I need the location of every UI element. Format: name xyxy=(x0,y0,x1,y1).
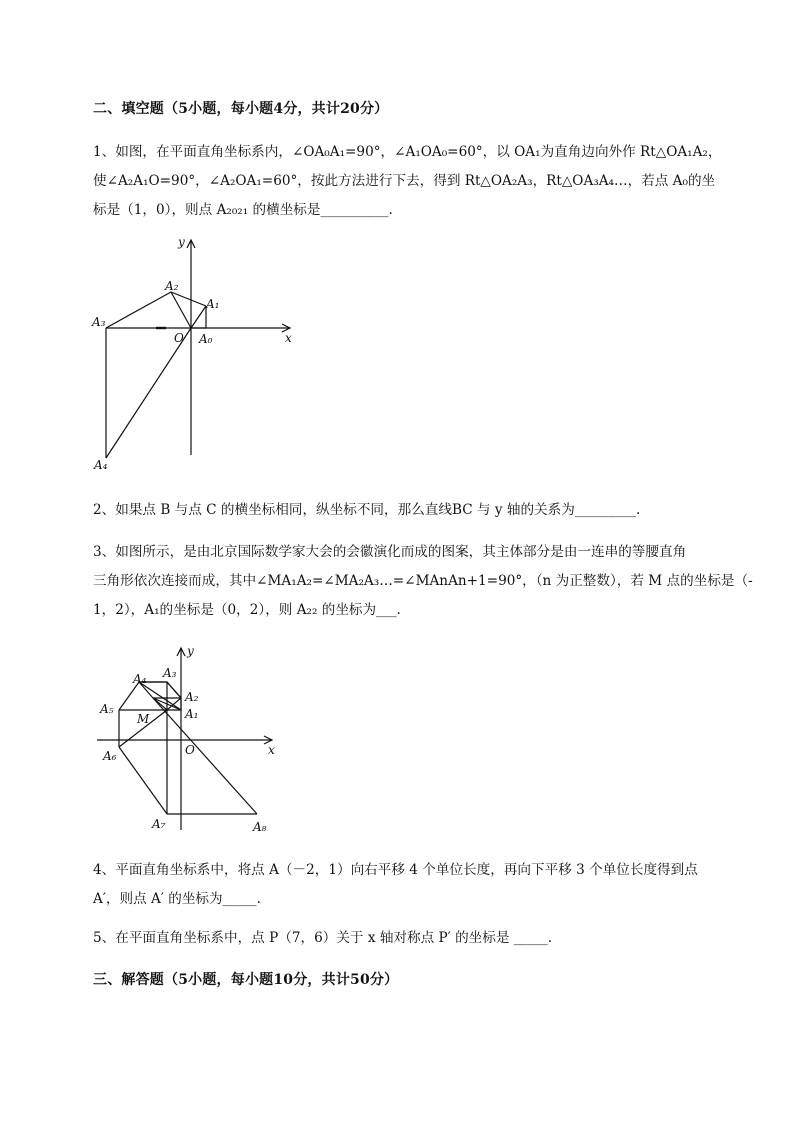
fig1-a1a2 xyxy=(171,292,206,306)
fig2-m-a8 xyxy=(153,698,257,814)
question-4 xyxy=(93,856,733,914)
fig1-oa1 xyxy=(191,306,206,328)
fig2-a6-label: A₆ xyxy=(103,749,117,763)
fig2-x-label: x xyxy=(268,743,275,757)
figure-2-isosceles-spiral xyxy=(92,640,292,840)
fig2-a3-label: A₃ xyxy=(163,666,177,680)
fig1-a2a3 xyxy=(106,292,171,328)
question-5-line-1: 5、在平面直角坐标系中，点 P（7，6）关于 x 轴对称点 P′ 的坐标是 _____. xyxy=(93,930,553,946)
fig1-oa2 xyxy=(171,292,191,328)
fig1-a3-label: A₃ xyxy=(92,315,106,329)
fig2-a6-a7 xyxy=(119,747,167,814)
fig1-y-label: y xyxy=(178,235,185,249)
question-1-line-3: 标是（1，0），则点 A₂₀₂₁ 的横坐标是__________. xyxy=(93,202,393,218)
fig1-a2-label: A₂ xyxy=(165,279,179,293)
figure-1-rotating-triangles xyxy=(88,230,308,480)
fig1-oa4 xyxy=(106,328,191,458)
fig2-a4-label: A₄ xyxy=(133,672,147,686)
fig2-a2-label: A₂ xyxy=(185,690,199,704)
fig1-a1-label: A₁ xyxy=(206,297,220,311)
fig2-m-label: M xyxy=(137,712,150,726)
section-answer-title: 三、解答题（5小题，每小题10分，共计50分） xyxy=(93,972,399,988)
fig2-a3-a2 xyxy=(167,682,181,698)
question-2 xyxy=(93,496,733,525)
question-1-line-1: 1、如图，在平面直角坐标系内，∠OA₀A₁=90°，∠A₁OA₀=60°，以 OA₁为直角边向外作 Rt△OA₁A₂， xyxy=(93,144,722,160)
question-3-line-1: 3、如图所示，是由北京国际数学家大会的会徽演化而成的图案，其主体部分是由一连串的等腰直角 xyxy=(93,544,687,560)
fig2-a7-label: A₇ xyxy=(152,817,166,831)
fig2-a1-label: A₁ xyxy=(185,707,199,721)
question-3-line-2: 三角形依次连接而成，其中∠MA₁A₂=∠MA₂A₃…=∠MAnAn+1=90°，（n 为正整数），若 M 点的坐标是（- xyxy=(93,573,753,589)
section-fill-in-title: 二、填空题（5小题，每小题4分，共计20分） xyxy=(93,101,389,117)
question-2-line-1: 2、如果点 B 与点 C 的横坐标相同，纵坐标不同，那么直线BC 与 y 轴的关系为_________. xyxy=(93,502,641,518)
question-5 xyxy=(93,924,733,953)
fig2-y-label: y xyxy=(187,644,194,658)
question-1-line-2: 使∠A₂A₁O=90°，∠A₂OA₁=60°，按此方法进行下去，得到 Rt△OA₂A₃，Rt△OA₃A₄…，若点 A₀的坐 xyxy=(93,173,716,189)
fig1-x-label: x xyxy=(285,331,292,345)
fig2-a4-a5 xyxy=(119,682,139,710)
question-4-line-2: A′，则点 A′ 的坐标为_____. xyxy=(93,891,261,907)
fig2-a8-label: A₈ xyxy=(253,820,267,834)
question-3-line-3: 1，2），A₁的坐标是（0，2），则 A₂₂ 的坐标为___. xyxy=(93,602,401,618)
question-4-line-1: 4、平面直角坐标系中，将点 A（－2，1）向右平移 4 个单位长度，再向下平移 3 个单位长度得到点 xyxy=(93,862,698,878)
question-1 xyxy=(93,138,733,225)
fig1-a0-label: A₀ xyxy=(199,332,213,346)
question-3 xyxy=(93,538,753,625)
fig1-origin-label: O xyxy=(174,331,184,345)
fig2-a5-label: A₅ xyxy=(100,702,114,716)
fig2-origin-label: O xyxy=(185,743,195,757)
fig1-a4-label: A₄ xyxy=(94,458,108,472)
